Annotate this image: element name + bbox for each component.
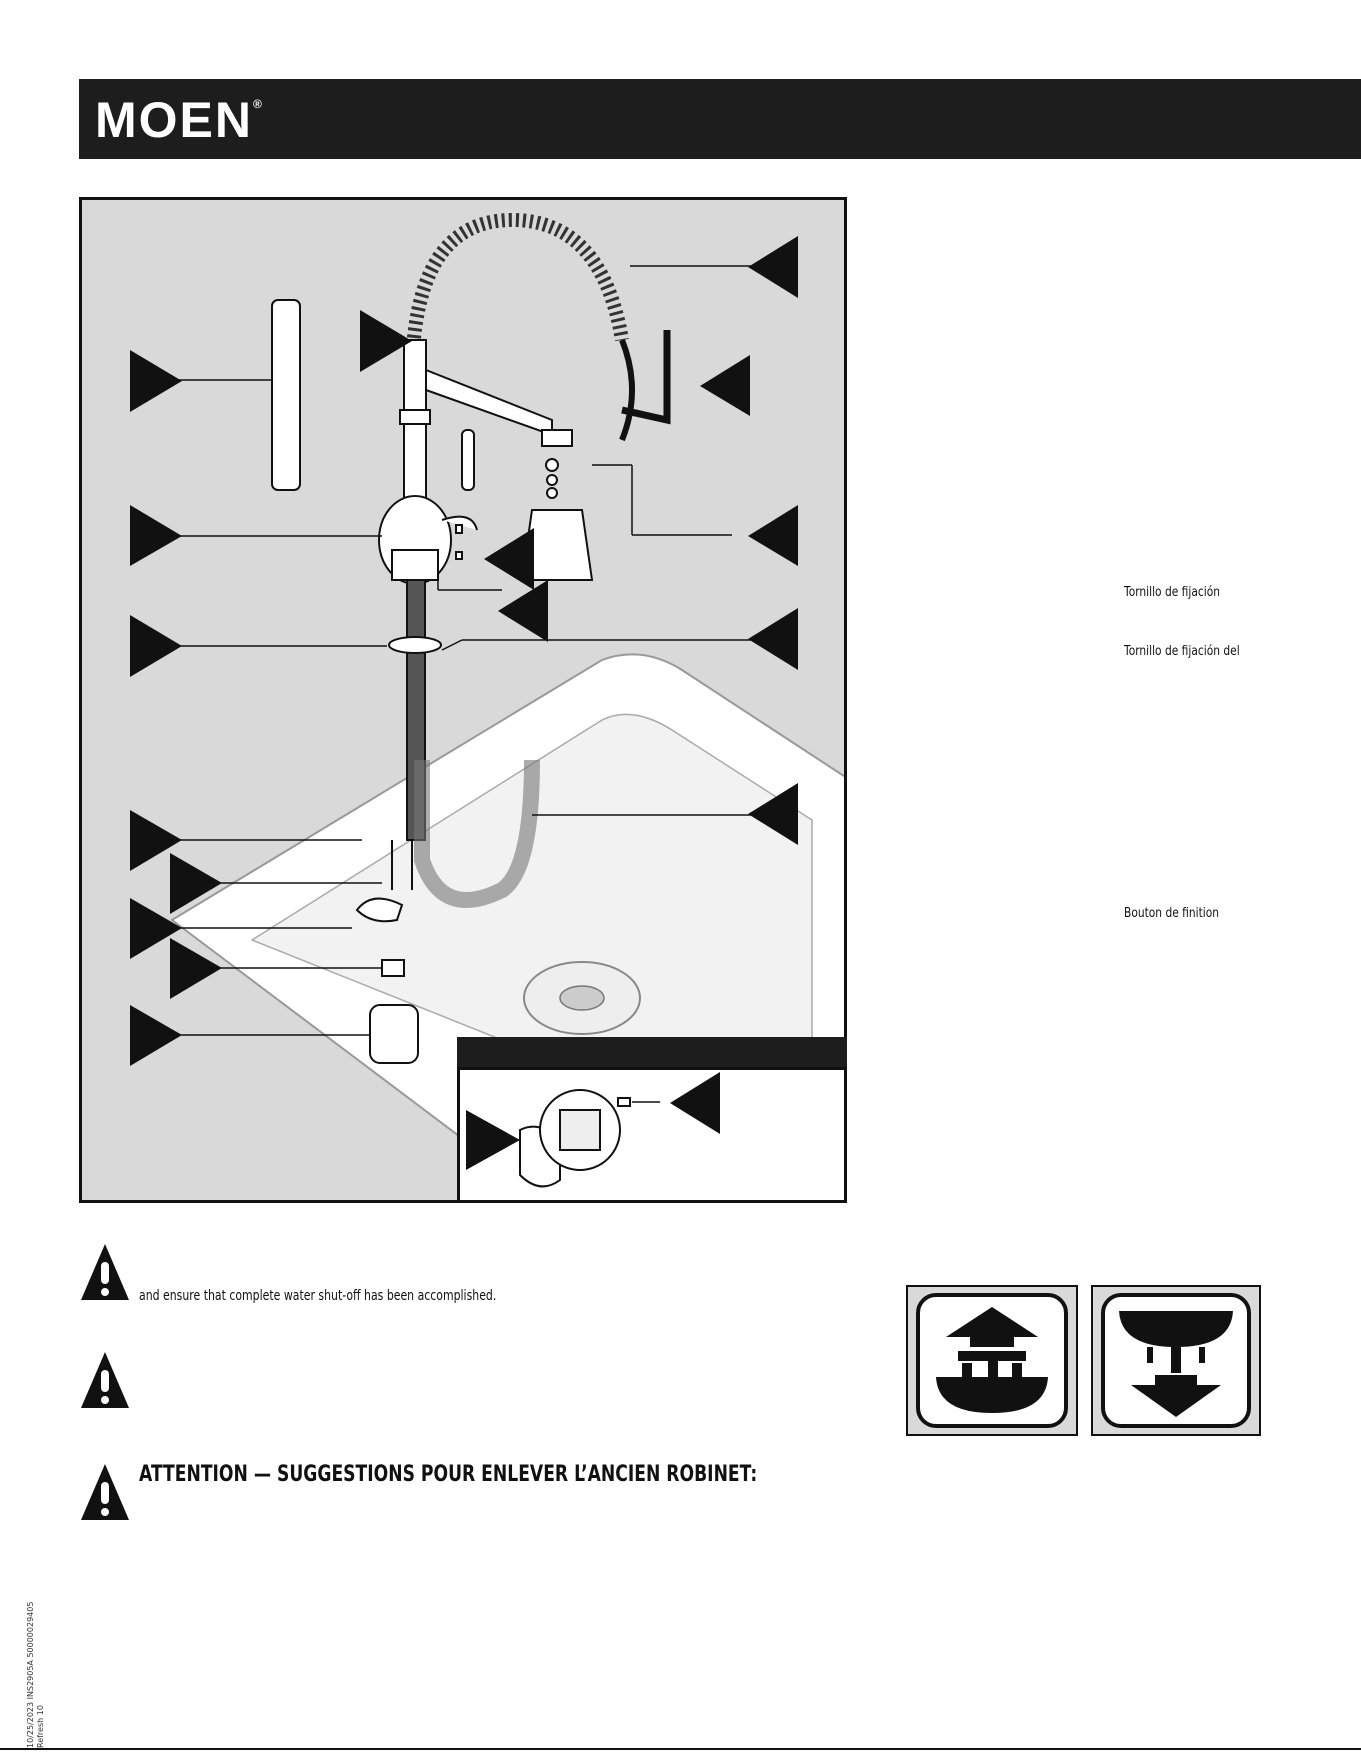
pointer-left-3: [130, 505, 182, 566]
registered-mark: ®: [253, 97, 264, 111]
header-bar: [79, 79, 1361, 159]
set-screw-label: Tornillo de fijación: [1124, 585, 1221, 600]
handle-detail-inset: [457, 1067, 847, 1203]
pointer-right-2: [700, 355, 750, 416]
moen-logo: [95, 91, 264, 149]
pointer-right-4: [748, 505, 798, 566]
pointer-left-9: [130, 1005, 182, 1066]
pointer-left-4: [130, 615, 182, 677]
pointer-inset-left: [466, 1110, 520, 1170]
pointer-right-3: [484, 528, 534, 590]
document-code: 10/25/2023 INS2905A 50000029405: [26, 1601, 35, 1748]
warning-triangle-icon: [79, 1242, 131, 1302]
pointer-inset-right: [670, 1072, 720, 1134]
decorative-knob-label: Bouton de finition: [1124, 906, 1220, 921]
bottom-mount-icon: [1091, 1285, 1261, 1436]
attention-heading: ATTENTION — SUGGESTIONS POUR ENLEVER L’ANCIEN ROBINET:: [139, 1462, 758, 1487]
document-revision: Refresh 10: [36, 1705, 45, 1748]
footer-rule: [0, 1748, 1361, 1750]
handle-detail-illustration: [460, 1070, 844, 1200]
pointer-right-5: [498, 580, 548, 642]
pointer-right-6: [748, 608, 798, 670]
shutoff-warning-text: and ensure that complete water shut-off has been accomplished.: [139, 1288, 497, 1304]
pointer-left-1: [130, 350, 182, 412]
warning-triangle-icon: [79, 1350, 131, 1410]
brand-name: MOEN: [95, 92, 253, 148]
inset-title-bar: [457, 1037, 847, 1067]
pointer-right-1: [748, 236, 798, 298]
warning-triangle-icon: [79, 1462, 131, 1522]
handle-set-screw-label: Tornillo de fijación del: [1124, 644, 1240, 659]
top-mount-icon: [906, 1285, 1078, 1436]
